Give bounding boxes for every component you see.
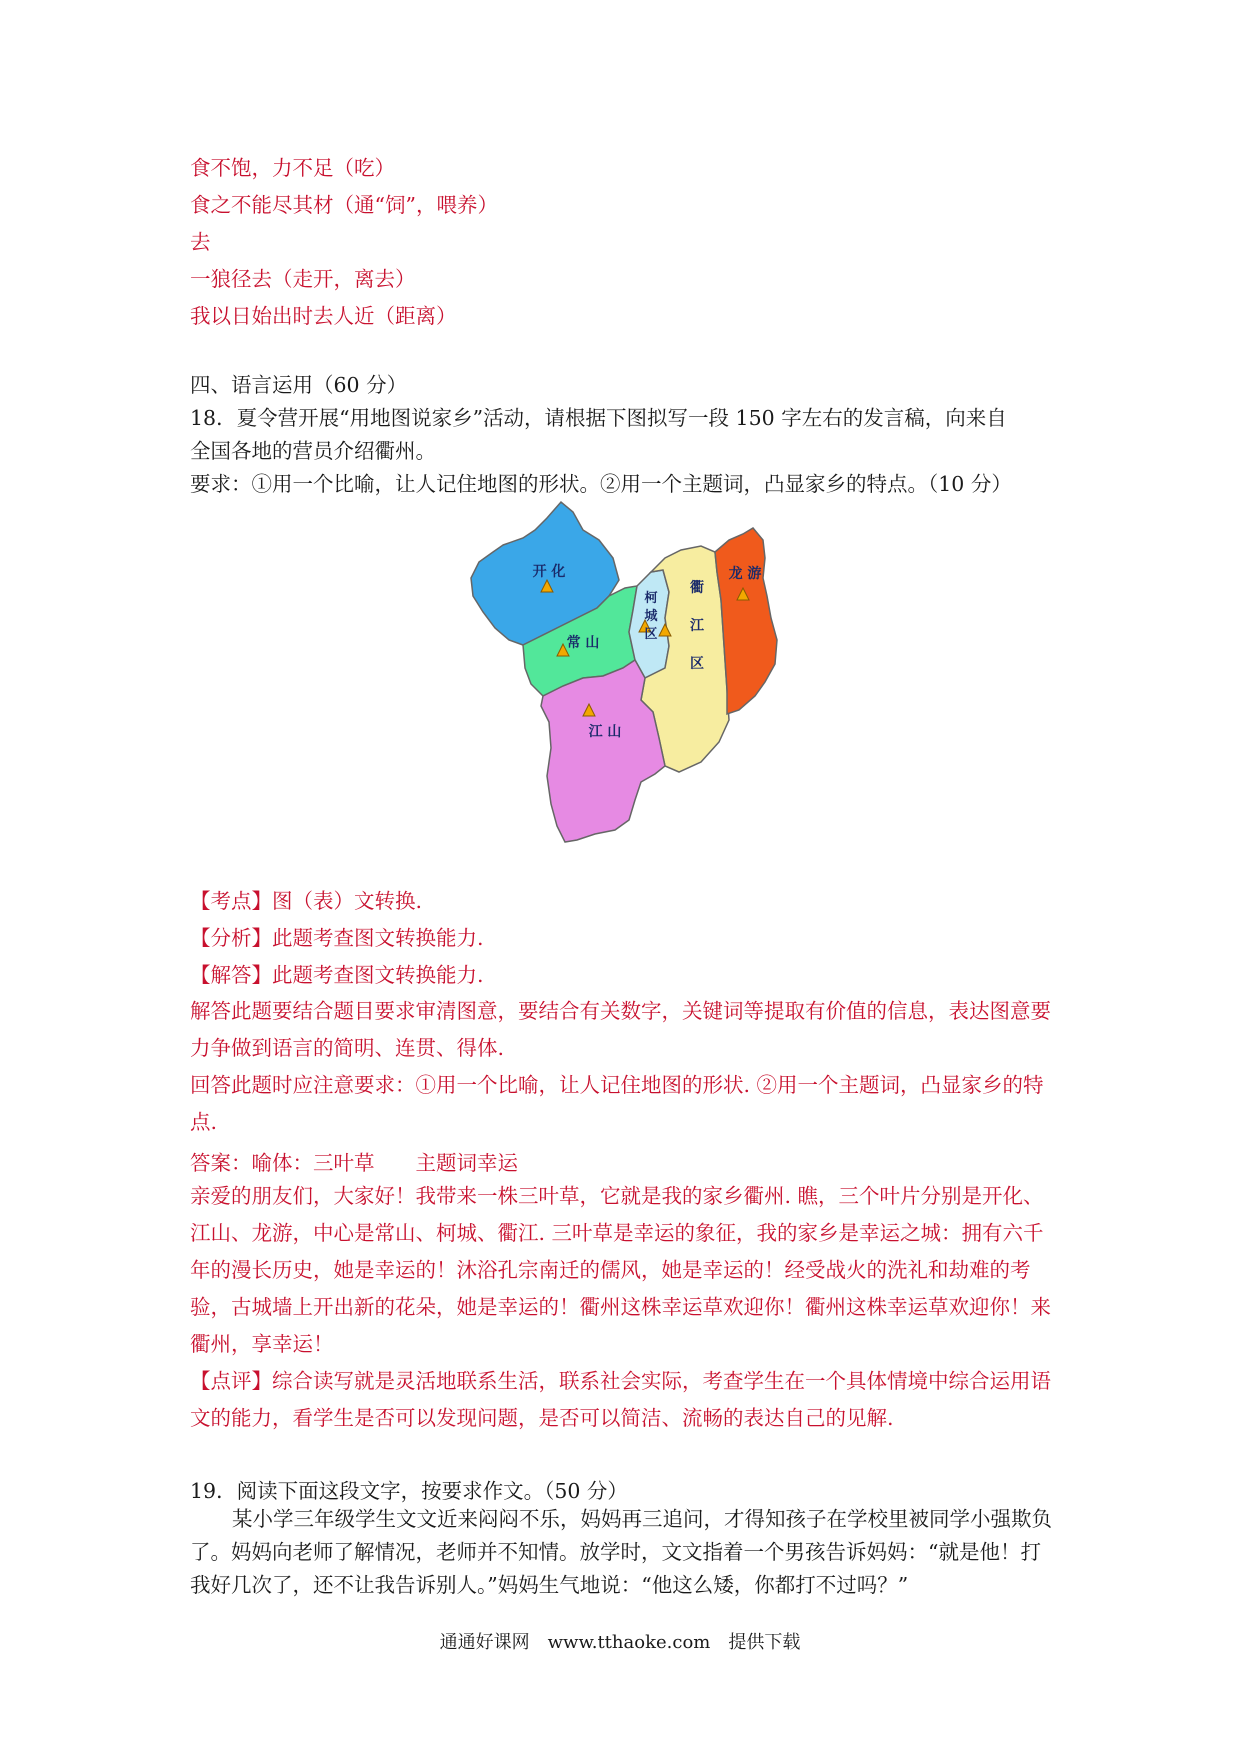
- map-label-qujiang: 衢: [690, 580, 704, 596]
- text-line: 食不饱，力不足（吃）: [190, 156, 395, 180]
- map-label-kecheng: 柯: [644, 591, 658, 606]
- question-19-body: 某小学三年级学生文文近来闷闷不乐，妈妈再三追问，才得知孩子在学校里被同学小强欺负了。妈妈向老师了解情况，老师并不知情。放学时，文文指着一个男孩告诉妈妈：“就是他！打我好几次了，还不让我告诉别人。”妈妈生气地说：“他这么矮，你都打不过吗？”: [190, 1507, 1052, 1597]
- text-line: 食之不能尽其材（通“饲”，喂养）: [190, 193, 498, 217]
- section-heading: 四、语言运用（60 分）: [190, 373, 408, 397]
- quzhou-map: [465, 500, 785, 845]
- dianping: 【点评】综合读写就是灵活地联系生活，联系社会实际，考查学生在一个具体情境中综合运用语文的能力，看学生是否可以发现问题，是否可以简洁、流畅的表达自己的见解.: [190, 1369, 1051, 1430]
- answer-paragraph: 回答此题时应注意要求：①用一个比喻，让人记住地图的形状. ②用一个主题词，凸显家乡的特点.: [190, 1073, 1044, 1134]
- question-19-heading: 19．阅读下面这段文字，按要求作文。（50 分）: [190, 1479, 628, 1503]
- answer-paragraph: 解答此题要结合题目要求审清图意，要结合有关数字，关键词等提取有价值的信息，表达图意要力争做到语言的简明、连贯、得体.: [190, 999, 1051, 1060]
- map-label-qujiang: 江: [690, 618, 704, 634]
- question-18-line: 18．夏令营开展“用地图说家乡”活动，请根据下图拟写一段 150 字左右的发言稿，向来自: [190, 406, 1007, 430]
- answer-keyword: 答案：喻体：三叶草 主题词幸运: [190, 1151, 518, 1175]
- map-label-kecheng: 城: [644, 609, 658, 624]
- text-line: 我以日始出时去人近（距离）: [190, 304, 457, 328]
- map-label-kaihua: 开 化: [532, 564, 566, 580]
- sample-speech: 亲爱的朋友们，大家好！我带来一株三叶草，它就是我的家乡衢州. 瞧，三个叶片分别是开化、江山、龙游，中心是常山、柯城、衢江. 三叶草是幸运的象征，我的家乡是幸运之城：拥有六千年的漫长历史，她是幸运的！沐浴孔宗南迁的儒风，她是幸运的！经受战火的洗礼和劫难的考验，古城墙上开出新的花朵，她是幸运的！衢州这株幸运草欢迎你！衢州这株幸运草欢迎你！来衢州，享幸运！: [190, 1184, 1051, 1356]
- page-footer: 通通好课网 www.tthaoke.com 提供下载: [439, 1632, 801, 1653]
- map-label-kecheng: 区: [644, 627, 658, 642]
- text-line: 去: [190, 230, 211, 254]
- map-label-jiangshan: 江 山: [588, 724, 622, 740]
- question-18-line: 全国各地的营员介绍衢州。: [190, 439, 436, 463]
- map-label-qujiang: 区: [690, 656, 704, 672]
- map-label-changshan: 常 山: [566, 635, 600, 651]
- fenxi: 【分析】此题考查图文转换能力.: [190, 926, 484, 950]
- text-line: 一狼径去（走开，离去）: [190, 267, 416, 291]
- map-label-longyou: 龙 游: [728, 566, 762, 582]
- kaodian: 【考点】图（表）文转换.: [190, 889, 423, 913]
- question-18-requirement: 要求：①用一个比喻，让人记住地图的形状。②用一个主题词，凸显家乡的特点。（10 分）: [190, 472, 1012, 496]
- jieda: 【解答】此题考查图文转换能力.: [190, 963, 484, 987]
